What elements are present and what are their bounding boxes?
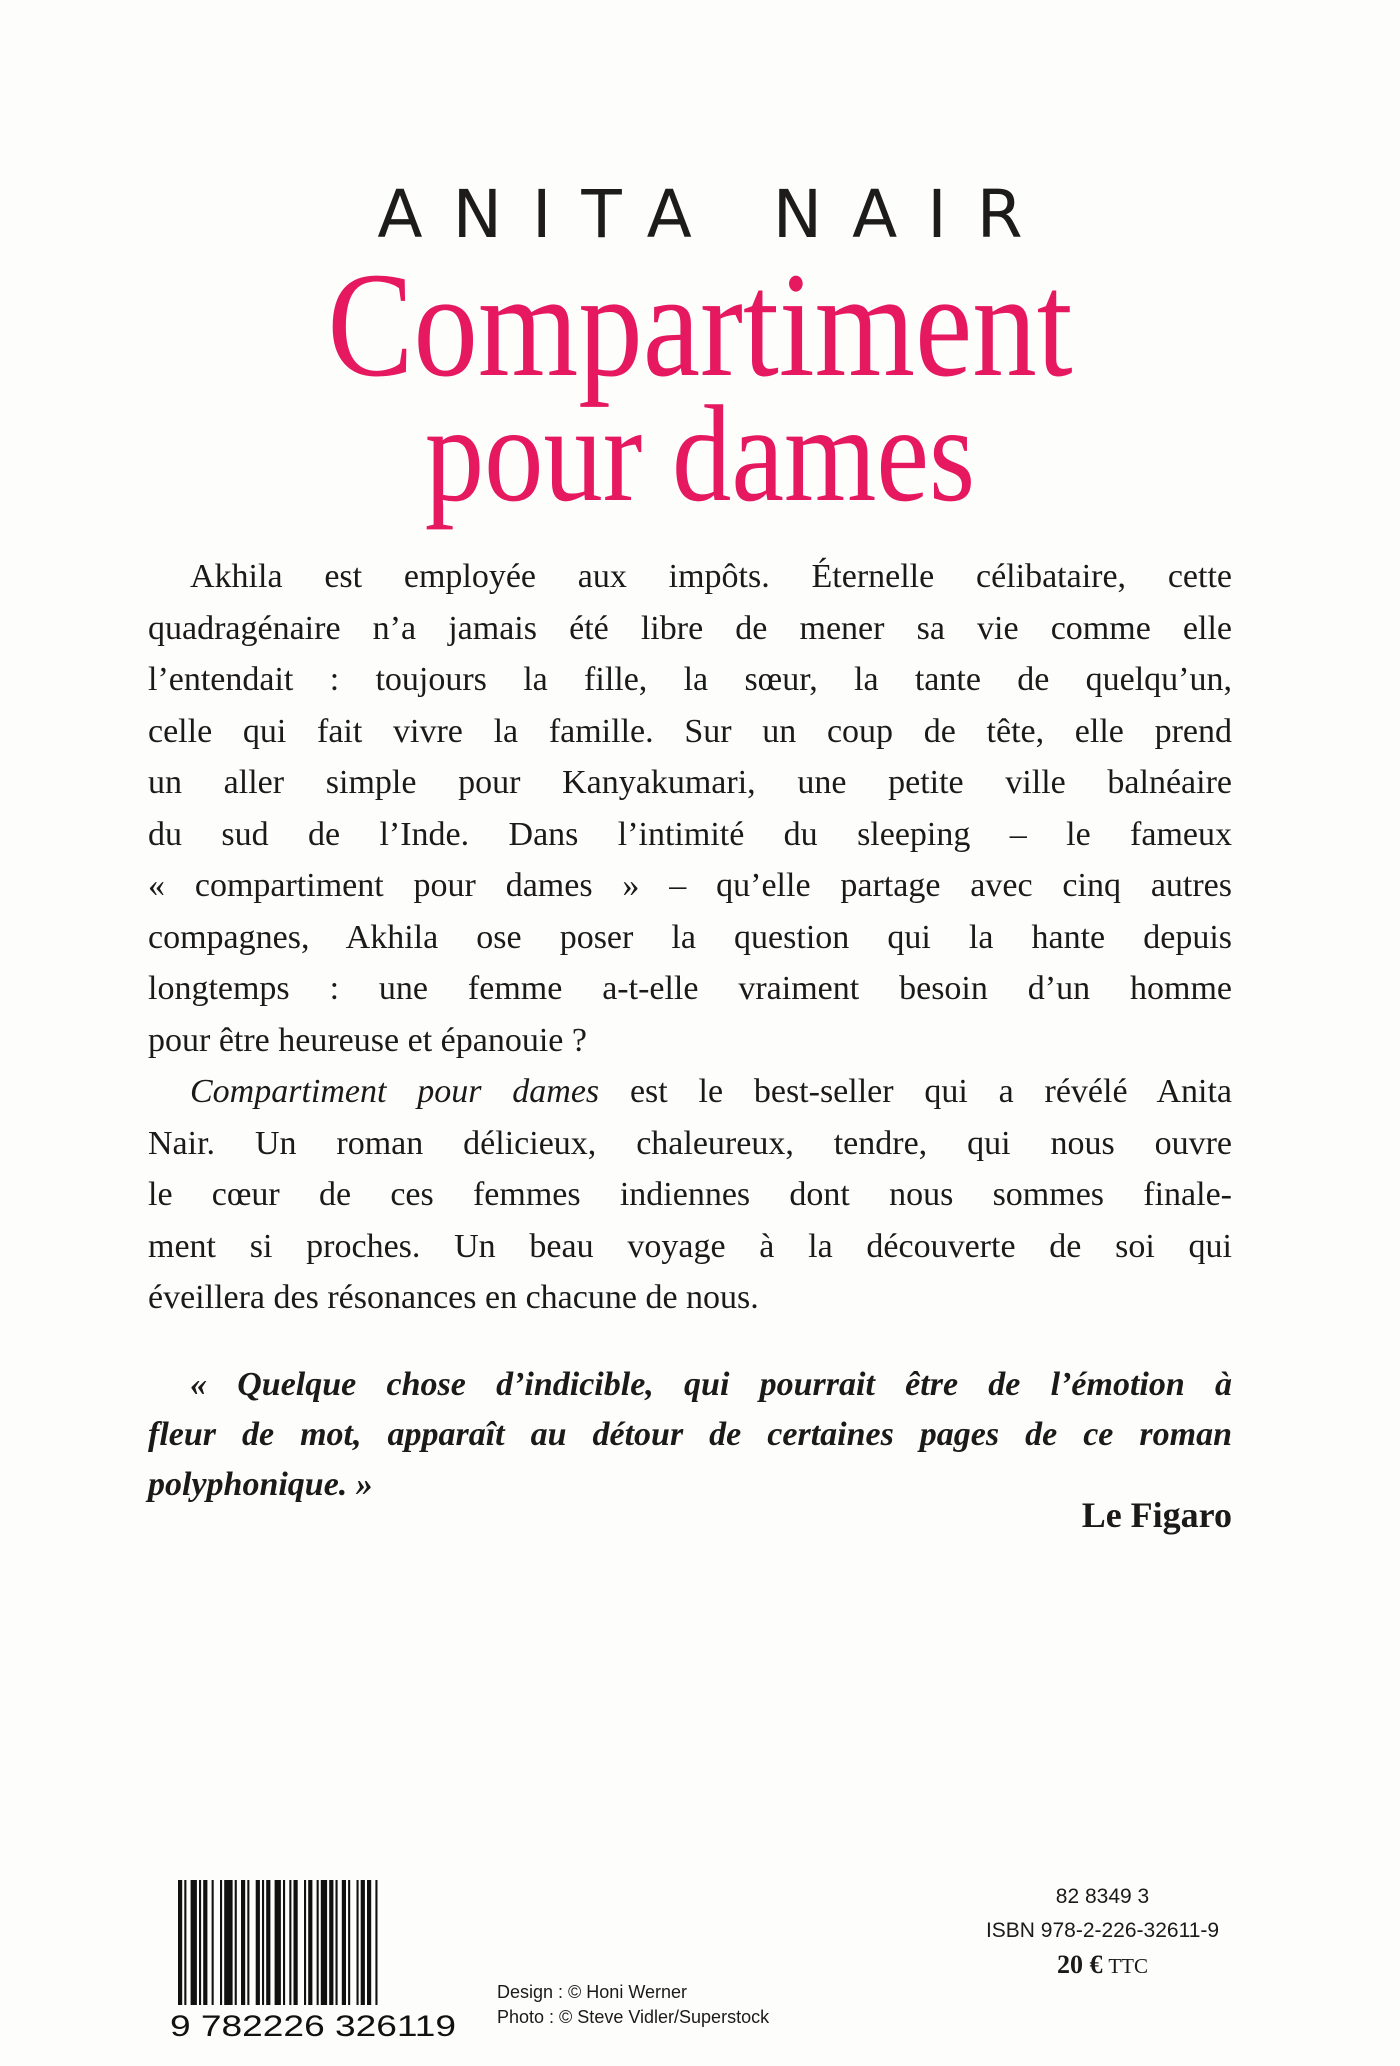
quote-line: « Quelque chose d’indicible, qui pourrait être de l’émotion à (190, 1366, 1232, 1403)
book-info (960, 1880, 1245, 1984)
barcode-bar (212, 1880, 214, 2005)
design-credit: Design : © Honi Werner (497, 1982, 688, 2002)
price-tax: TTC (1108, 1954, 1148, 1978)
barcode-digits: 9 782226 326119 (170, 2010, 456, 2040)
barcode-bar (235, 1880, 237, 2005)
barcode-bar (266, 1880, 270, 2005)
barcode-bar (304, 1880, 306, 2005)
barcode (168, 1880, 458, 2040)
blurb-line: un aller simple pour Kanyakumari, une petite ville balnéaire (148, 764, 1232, 801)
blurb-line: ment si proches. Un beau voyage à la découverte de soi qui (148, 1227, 1232, 1265)
price (960, 1948, 1245, 1984)
barcode-bar (199, 1880, 201, 2005)
barcode-bar (375, 1880, 377, 2005)
blurb-line: du sud de l’Inde. Dans l’intimité du sleeping – le fameux (148, 815, 1232, 853)
barcode-bar (275, 1880, 281, 2005)
product-code: 82 8349 3 (1055, 1885, 1150, 1908)
barcode-bar (184, 1880, 186, 2005)
blurb (148, 551, 1232, 1324)
book-title-line2: pour dames (424, 377, 976, 530)
quote-line: polyphonique. » (148, 1466, 373, 1503)
blurb-line: quadragénaire n’a jamais été libre de mener sa vie comme elle (148, 609, 1232, 647)
barcode-bar (329, 1880, 333, 2005)
photo-credit: Photo : © Steve Vidler/Superstock (497, 2007, 770, 2027)
barcode-bar (256, 1880, 260, 2005)
barcode-bar (308, 1880, 312, 2005)
blurb-line: l’entendait : toujours la fille, la sœur, la tante de quelqu’un, (148, 661, 1232, 698)
barcode-bar (247, 1880, 249, 2005)
blurb-line: le cœur de ces femmes indiennes dont nous sommes finale- (148, 1176, 1232, 1213)
barcode-bar (178, 1880, 182, 2005)
barcode-bar (357, 1880, 359, 2005)
quote-line: fleur de mot, apparaît au détour de certaines pages de ce roman (148, 1416, 1232, 1453)
blurb-line (148, 1066, 1232, 1118)
blurb-line: éveillera des résonances en chacune de nous. (148, 1279, 759, 1316)
press-quote (148, 1360, 1232, 1510)
blurb-line: « compartiment pour dames » – qu’elle partage avec cinq autres (148, 867, 1232, 904)
barcode-bar (361, 1880, 365, 2005)
barcode-bar (336, 1880, 338, 2005)
barcode-bar (342, 1880, 346, 2005)
isbn: ISBN 978-2-226-32611-9 (985, 1919, 1220, 1942)
blurb-line-rest: est le best-seller qui a révélé Anita (599, 1073, 1232, 1110)
barcode-bar (348, 1880, 350, 2005)
barcode-bar (220, 1880, 222, 2005)
blurb-line: Nair. Un roman délicieux, chaleureux, tendre, qui nous ouvre (148, 1124, 1232, 1162)
book-title-line1: Compartiment (327, 242, 1073, 408)
quote-source: Le Figaro (1081, 1495, 1232, 1535)
credits (497, 1980, 769, 2030)
blurb-title-italic: Compartiment pour dames (190, 1073, 600, 1110)
barcode-bar (289, 1880, 291, 2005)
barcode-bar (262, 1880, 264, 2005)
barcode-bar (317, 1880, 319, 2005)
barcode-bar (283, 1880, 285, 2005)
barcode-bar (294, 1880, 298, 2005)
barcode-bar (191, 1880, 197, 2005)
blurb-line: compagnes, Akhila ose poser la question qui la hante depuis (148, 918, 1232, 956)
price-value: 20 € (1056, 1950, 1103, 1979)
blurb-line: celle qui fait vivre la famille. Sur un coup de tête, elle prend (148, 712, 1232, 750)
blurb-line: longtemps : une femme a-t-elle vraiment besoin d’un homme (148, 970, 1232, 1007)
barcode-bar (321, 1880, 327, 2005)
blurb-line: pour être heureuse et épanouie ? (148, 1021, 587, 1059)
barcode-bar (224, 1880, 232, 2005)
barcode-bar (241, 1880, 245, 2005)
author-name: ANITA NAIR (377, 176, 1053, 253)
blurb-line: Akhila est employée aux impôts. Éternelle célibataire, cette (190, 558, 1232, 595)
barcode-bar (367, 1880, 371, 2005)
barcode-bar (203, 1880, 207, 2005)
